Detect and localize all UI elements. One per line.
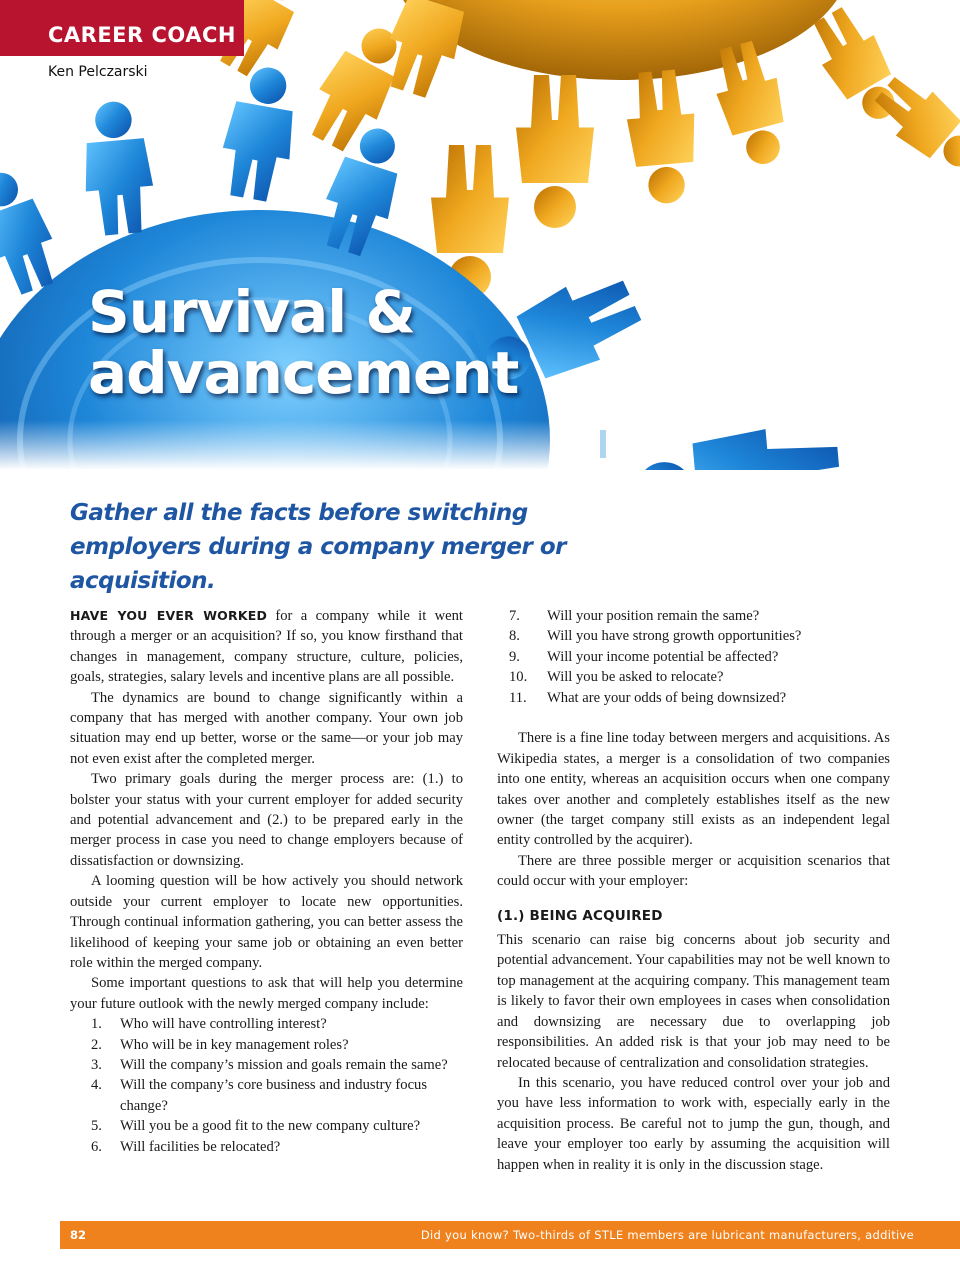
list-number: 5. bbox=[91, 1118, 102, 1135]
list-text: Will you be asked to relocate? bbox=[547, 669, 724, 686]
list-item bbox=[70, 1116, 463, 1136]
list-text: Will your income potential be affected? bbox=[547, 648, 779, 665]
section-label: CAREER COACH bbox=[0, 0, 244, 56]
list-number: 11. bbox=[509, 689, 527, 706]
page-number: 82 bbox=[70, 1228, 87, 1242]
list-number: 8. bbox=[509, 628, 520, 645]
list-item bbox=[70, 1014, 463, 1034]
list-item bbox=[497, 688, 890, 708]
lead-in: HAVE YOU EVER WORKED bbox=[70, 608, 268, 623]
section-heading: (1.) BEING ACQUIRED bbox=[497, 907, 663, 924]
paragraph: A looming question will be how actively you should network outside your current employer to locate new opportunities. Through continual information gathering, you can better assess the likelihood of keeping your same job or obtaining an even better role within the merged company. bbox=[70, 873, 463, 971]
list-text: Will facilities be relocated? bbox=[120, 1138, 281, 1155]
left-column bbox=[70, 606, 463, 1157]
list-text: Will you be a good fit to the new company culture? bbox=[120, 1118, 421, 1135]
list-number: 6. bbox=[91, 1138, 102, 1155]
list-text: Will you have strong growth opportunities? bbox=[547, 628, 802, 645]
list-item bbox=[497, 626, 890, 646]
list-number: 2. bbox=[91, 1036, 102, 1053]
list-number: 10. bbox=[509, 669, 528, 686]
list-text: Who will have controlling interest? bbox=[120, 1016, 327, 1033]
title-line-2: advancement bbox=[88, 339, 519, 407]
paragraph: The dynamics are bound to change significantly within a company that has merged with another company. Your own job situation may end up better, worse or the same—or your job may not even exist after the completed merger. bbox=[70, 689, 463, 767]
paragraph: This scenario can raise big concerns about job security and potential advancement. Your capabilities may not be well known to top management at the acquiring company. This management team is likely to favor their own employees in cases when consolidation and downsizing are necessary due to overlapping job responsibilities. An added risk is that your job may need to be relocated because of centralization and consolidation strategies. bbox=[497, 932, 890, 1071]
list-item bbox=[497, 647, 890, 667]
list-number: 3. bbox=[91, 1056, 102, 1073]
title-line-1: Survival & bbox=[88, 278, 415, 346]
list-number: 4. bbox=[91, 1077, 102, 1094]
article-subtitle: Gather all the facts before switching employers during a company merger or acquisition. bbox=[70, 500, 567, 594]
paragraph: There is a fine line today between mergers and acquisitions. As Wikipedia states, a merger is a consolidation of two companies into one entity, whereas an acquisition occurs when one company takes over another and completely establishes itself as the new owner (the target company still exists as an independent legal entity controlled by the acquirer). bbox=[497, 730, 890, 849]
list-text: Will the company’s mission and goals remain the same? bbox=[120, 1056, 448, 1073]
list-text: Will your position remain the same? bbox=[547, 608, 760, 624]
list-number: 1. bbox=[91, 1016, 102, 1033]
list-item bbox=[70, 1137, 463, 1157]
list-item bbox=[70, 1075, 463, 1116]
paragraph bbox=[70, 606, 463, 688]
list-item bbox=[497, 667, 890, 687]
paragraph: There are three possible merger or acquisition scenarios that could occur with your employer: bbox=[497, 852, 890, 890]
paragraph: Two primary goals during the merger process are: (1.) to bolster your status with your current employer for added security and potential advancement and (2.) to be prepared early in the merger process in case you need to change employers because of dissatisfaction or downsizing. bbox=[70, 771, 463, 869]
list-number: 7. bbox=[509, 608, 520, 624]
paragraph: Some important questions to ask that will help you determine your future outlook with the newly merged company include: bbox=[70, 975, 463, 1012]
questions-list-continued bbox=[497, 606, 890, 708]
author-name: Ken Pelczarski bbox=[48, 64, 148, 80]
list-text: What are your odds of being downsized? bbox=[547, 689, 787, 706]
footer-text: Did you know? Two-thirds of STLE members are lubricant manufacturers, additive bbox=[420, 1228, 914, 1242]
list-item bbox=[70, 1035, 463, 1055]
footer-bar bbox=[60, 1221, 960, 1249]
article-title bbox=[88, 278, 519, 407]
paragraph: In this scenario, you have reduced control over your job and you have less information to work with, especially early in the acquisition process. Be careful not to jump the gun, though, and leave your employer too early by assuming the acquisition will happen when in reality it is only in the discussion stage. bbox=[497, 1074, 890, 1173]
list-item bbox=[70, 1055, 463, 1075]
list-item bbox=[497, 606, 890, 626]
right-column bbox=[497, 606, 890, 1175]
questions-list bbox=[70, 1014, 463, 1157]
list-text: Will the company’s core business and industry focus change? bbox=[120, 1077, 428, 1114]
paragraph-text: for a company while it went through a merger or an acquisition? If so, you know firsthand that changes in management, company structure, culture, policies, goals, strategies, salary levels and incentive plans are all possible. bbox=[70, 608, 463, 686]
list-text: Who will be in key management roles? bbox=[120, 1036, 349, 1053]
list-number: 9. bbox=[509, 648, 520, 665]
